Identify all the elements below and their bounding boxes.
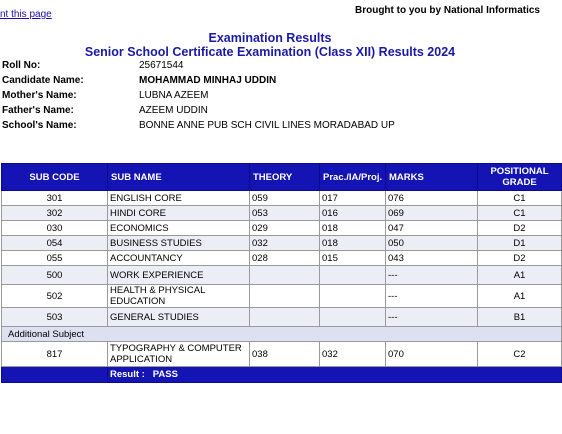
header-sub-name: SUB NAME <box>108 164 250 191</box>
result-spacer <box>2 367 108 383</box>
sub-name: TYPOGRAPHY & COMPUTER APPLICATION <box>108 342 250 367</box>
practical-marks: 018 <box>320 236 386 251</box>
roll-label: Roll No: <box>2 60 41 71</box>
theory-marks: 032 <box>250 236 320 251</box>
positional-grade: D1 <box>478 236 562 251</box>
mother-value: LUBNA AZEEM <box>139 90 209 101</box>
table-row <box>2 342 562 367</box>
mother-label: Mother's Name: <box>2 90 77 101</box>
result-text: Result : PASS <box>108 367 562 383</box>
total-marks: 047 <box>386 221 478 236</box>
table-header-row <box>2 164 562 191</box>
sub-code: 054 <box>2 236 108 251</box>
total-marks: --- <box>386 308 478 327</box>
father-label: Father's Name: <box>2 105 74 116</box>
practical-marks <box>320 285 386 308</box>
practical-marks: 017 <box>320 191 386 206</box>
roll-row <box>2 59 522 73</box>
nic-credit: Brought to you by National Informatics <box>354 5 540 16</box>
table-row <box>2 308 562 327</box>
mother-row <box>2 89 522 103</box>
header-theory: THEORY <box>250 164 320 191</box>
additional-subject-label: Additional Subject <box>2 327 562 342</box>
positional-grade: A1 <box>478 266 562 285</box>
candidate-label: Candidate Name: <box>2 75 84 86</box>
additional-subject-row <box>2 327 562 342</box>
results-title: Examination Results <box>208 31 332 45</box>
total-marks: 050 <box>386 236 478 251</box>
theory-marks: 029 <box>250 221 320 236</box>
sub-code: 055 <box>2 251 108 266</box>
practical-marks: 015 <box>320 251 386 266</box>
theory-marks: 038 <box>250 342 320 367</box>
positional-grade: A1 <box>478 285 562 308</box>
sub-name: BUSINESS STUDIES <box>108 236 250 251</box>
sub-code: 817 <box>2 342 108 367</box>
sub-code: 301 <box>2 191 108 206</box>
sub-code: 503 <box>2 308 108 327</box>
positional-grade: D2 <box>478 221 562 236</box>
practical-marks <box>320 266 386 285</box>
school-row <box>2 119 522 133</box>
table-row <box>2 266 562 285</box>
result-row <box>2 367 562 383</box>
theory-marks <box>250 308 320 327</box>
total-marks: 043 <box>386 251 478 266</box>
theory-marks: 053 <box>250 206 320 221</box>
candidate-row <box>2 74 522 88</box>
practical-marks <box>320 308 386 327</box>
total-marks: 069 <box>386 206 478 221</box>
school-value: BONNE ANNE PUB SCH CIVIL LINES MORADABAD UP <box>139 120 395 131</box>
header-marks: MARKS <box>386 164 478 191</box>
theory-marks: 028 <box>250 251 320 266</box>
table-row <box>2 251 562 266</box>
exam-title: Senior School Certificate Examination (Class XII) Results 2024 <box>84 45 456 59</box>
total-marks: 070 <box>386 342 478 367</box>
total-marks: --- <box>386 266 478 285</box>
positional-grade: C1 <box>478 191 562 206</box>
table-row <box>2 236 562 251</box>
positional-grade: B1 <box>478 308 562 327</box>
header-practical: Prac./IA/Proj. <box>320 164 386 191</box>
header-grade: POSITIONAL GRADE <box>478 164 562 191</box>
sub-code: 500 <box>2 266 108 285</box>
sub-name: ECONOMICS <box>108 221 250 236</box>
practical-marks: 018 <box>320 221 386 236</box>
father-value: AZEEM UDDIN <box>139 105 208 116</box>
total-marks: --- <box>386 285 478 308</box>
theory-marks <box>250 285 320 308</box>
sub-name: WORK EXPERIENCE <box>108 266 250 285</box>
sub-code: 302 <box>2 206 108 221</box>
sub-name: ACCOUNTANCY <box>108 251 250 266</box>
theory-marks <box>250 266 320 285</box>
sub-code: 030 <box>2 221 108 236</box>
father-row <box>2 104 522 118</box>
candidate-value: MOHAMMAD MINHAJ UDDIN <box>139 75 277 86</box>
roll-value: 25671544 <box>139 60 184 71</box>
theory-marks: 059 <box>250 191 320 206</box>
sub-name: HINDI CORE <box>108 206 250 221</box>
practical-marks: 016 <box>320 206 386 221</box>
table-row <box>2 206 562 221</box>
total-marks: 076 <box>386 191 478 206</box>
print-page-link[interactable]: nt this page <box>0 9 52 20</box>
sub-name: GENERAL STUDIES <box>108 308 250 327</box>
practical-marks: 032 <box>320 342 386 367</box>
table-row <box>2 221 562 236</box>
sub-code: 502 <box>2 285 108 308</box>
sub-name: ENGLISH CORE <box>108 191 250 206</box>
header-sub-code: SUB CODE <box>2 164 108 191</box>
sub-name: HEALTH & PHYSICAL EDUCATION <box>108 285 250 308</box>
table-row <box>2 285 562 308</box>
positional-grade: C1 <box>478 206 562 221</box>
positional-grade: C2 <box>478 342 562 367</box>
table-row <box>2 191 562 206</box>
school-label: School's Name: <box>2 120 77 131</box>
marks-table <box>1 163 562 383</box>
positional-grade: D2 <box>478 251 562 266</box>
